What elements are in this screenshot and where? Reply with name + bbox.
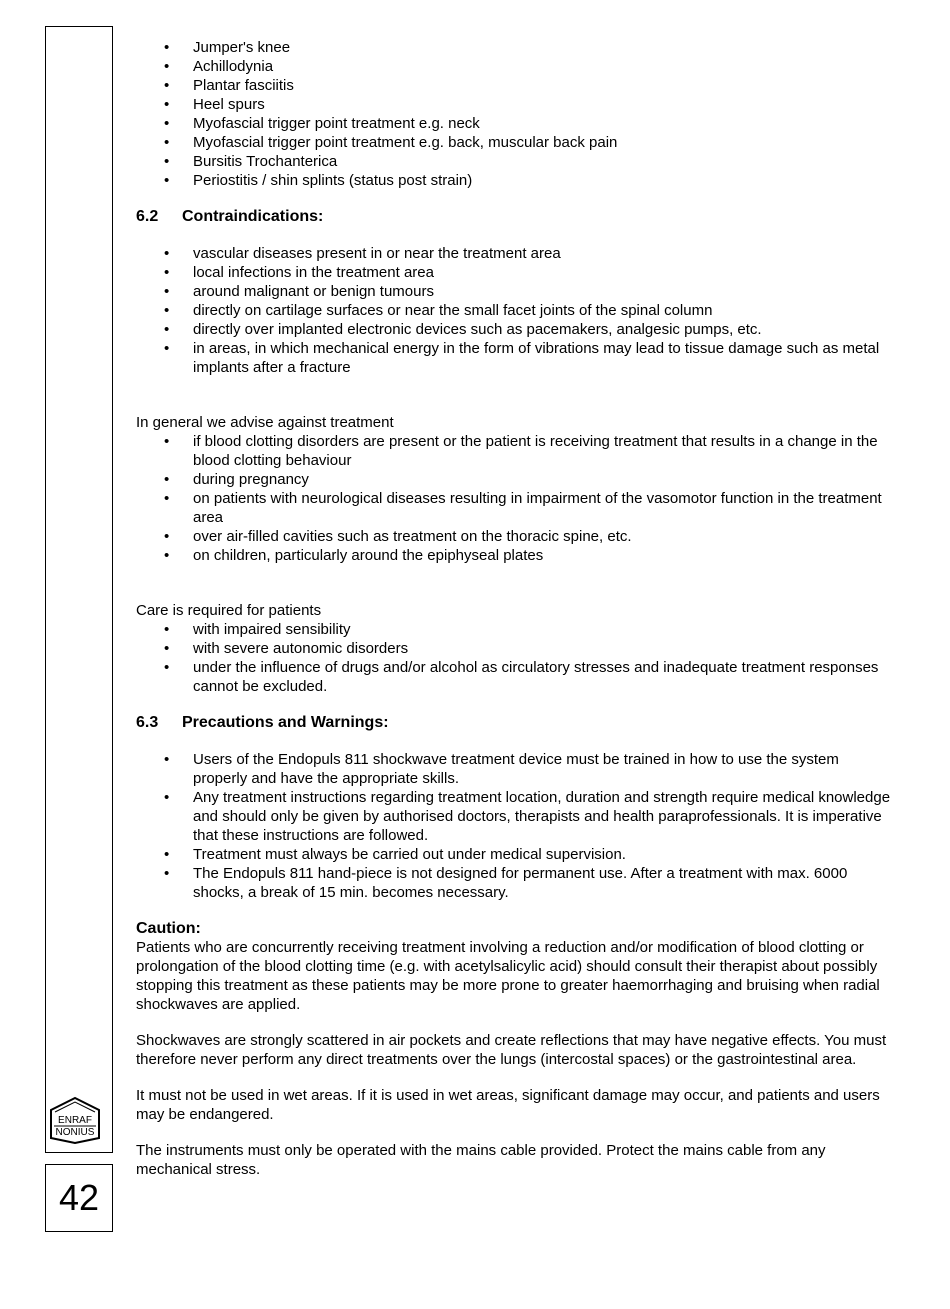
list-item: • Myofascial trigger point treatment e.g. neck	[136, 114, 892, 133]
list-item: • Achillodynia	[136, 57, 892, 76]
care-list	[136, 620, 892, 696]
list-item: • Users of the Endopuls 811 shockwave treatment device must be trained in how to use the system properly and have the appropriate skills.	[136, 750, 892, 788]
page-number-box	[45, 1164, 113, 1232]
list-item: • with severe autonomic disorders	[136, 639, 892, 658]
caution-paragraph: Patients who are concurrently receiving treatment involving a reduction and/or modification of blood clotting or prolongation of the blood clotting time (e.g. with acetylsalicylic acid) should consult their therapist about possibly stopping this treatment as these patients may be more prone to greater haemorrhaging and bruising when radial shockwaves are applied.	[136, 939, 880, 1013]
list-item: • on patients with neurological diseases resulting in impairment of the vasomotor function in the treatment area	[136, 489, 892, 527]
list-item: • Myofascial trigger point treatment e.g. back, muscular back pain	[136, 133, 892, 152]
list-item: • The Endopuls 811 hand-piece is not designed for permanent use. After a treatment with max. 6000 shocks, a break of 15 min. becomes necessary.	[136, 864, 892, 902]
list-item: • Any treatment instructions regarding treatment location, duration and strength require medical knowledge and should only be given by authorised doctors, therapists and health paraprofessionals. It is imperative that these instructions are followed.	[136, 788, 892, 845]
list-item: • Heel spurs	[136, 95, 892, 114]
sidebar-frame	[45, 26, 113, 1153]
list-item: • on children, particularly around the epiphyseal plates	[136, 546, 892, 565]
list-item: • Bursitis Trochanterica	[136, 152, 892, 171]
enraf-nonius-logo	[48, 1096, 102, 1144]
precautions-list	[136, 750, 892, 902]
logo-line2: NONIUS	[55, 1127, 95, 1138]
list-item: • with impaired sensibility	[136, 620, 892, 639]
list-item: • directly on cartilage surfaces or near the small facet joints of the spinal column	[136, 301, 892, 320]
contraindications-list	[136, 244, 892, 377]
list-item: • Treatment must always be carried out under medical supervision.	[136, 845, 892, 864]
caution-label: Caution:	[136, 920, 201, 937]
list-item: • local infections in the treatment area	[136, 263, 892, 282]
list-item: • Jumper's knee	[136, 38, 892, 57]
list-item: • vascular diseases present in or near the treatment area	[136, 244, 892, 263]
document-content	[136, 38, 892, 1179]
list-item: • in areas, in which mechanical energy in the form of vibrations may lead to tissue damage such as metal implants after a fracture	[136, 339, 892, 377]
section-heading-6-3: 6.3 Precautions and Warnings:	[136, 714, 389, 731]
list-item: • over air-filled cavities such as treatment on the thoracic spine, etc.	[136, 527, 892, 546]
logo-line1: ENRAF	[58, 1115, 92, 1126]
indications-list	[136, 38, 892, 190]
list-item: • around malignant or benign tumours	[136, 282, 892, 301]
list-item: • Periostitis / shin splints (status post strain)	[136, 171, 892, 190]
caution-paragraph: The instruments must only be operated with the mains cable provided. Protect the mains cable from any mechanical stress.	[136, 1142, 826, 1178]
caution-paragraph: It must not be used in wet areas. If it is used in wet areas, significant damage may occur, and patients and users may be endangered.	[136, 1087, 880, 1123]
list-item: • if blood clotting disorders are present or the patient is receiving treatment that results in a change in the blood clotting behaviour	[136, 432, 892, 470]
list-item: • during pregnancy	[136, 470, 892, 489]
page-number: 42	[58, 1177, 100, 1218]
general-advice-intro: In general we advise against treatment	[136, 414, 394, 431]
general-advice-list	[136, 432, 892, 565]
section-heading-6-2: 6.2 Contraindications:	[136, 208, 324, 225]
list-item: • Plantar fasciitis	[136, 76, 892, 95]
list-item: • directly over implanted electronic devices such as pacemakers, analgesic pumps, etc.	[136, 320, 892, 339]
care-intro: Care is required for patients	[136, 602, 322, 619]
list-item: • under the influence of drugs and/or alcohol as circulatory stresses and inadequate treatment responses cannot be excluded.	[136, 658, 892, 696]
caution-paragraph: Shockwaves are strongly scattered in air pockets and create reflections that may have negative effects. You must therefore never perform any direct treatments over the lungs (intercostal spaces) or the gastrointestinal area.	[136, 1032, 887, 1068]
